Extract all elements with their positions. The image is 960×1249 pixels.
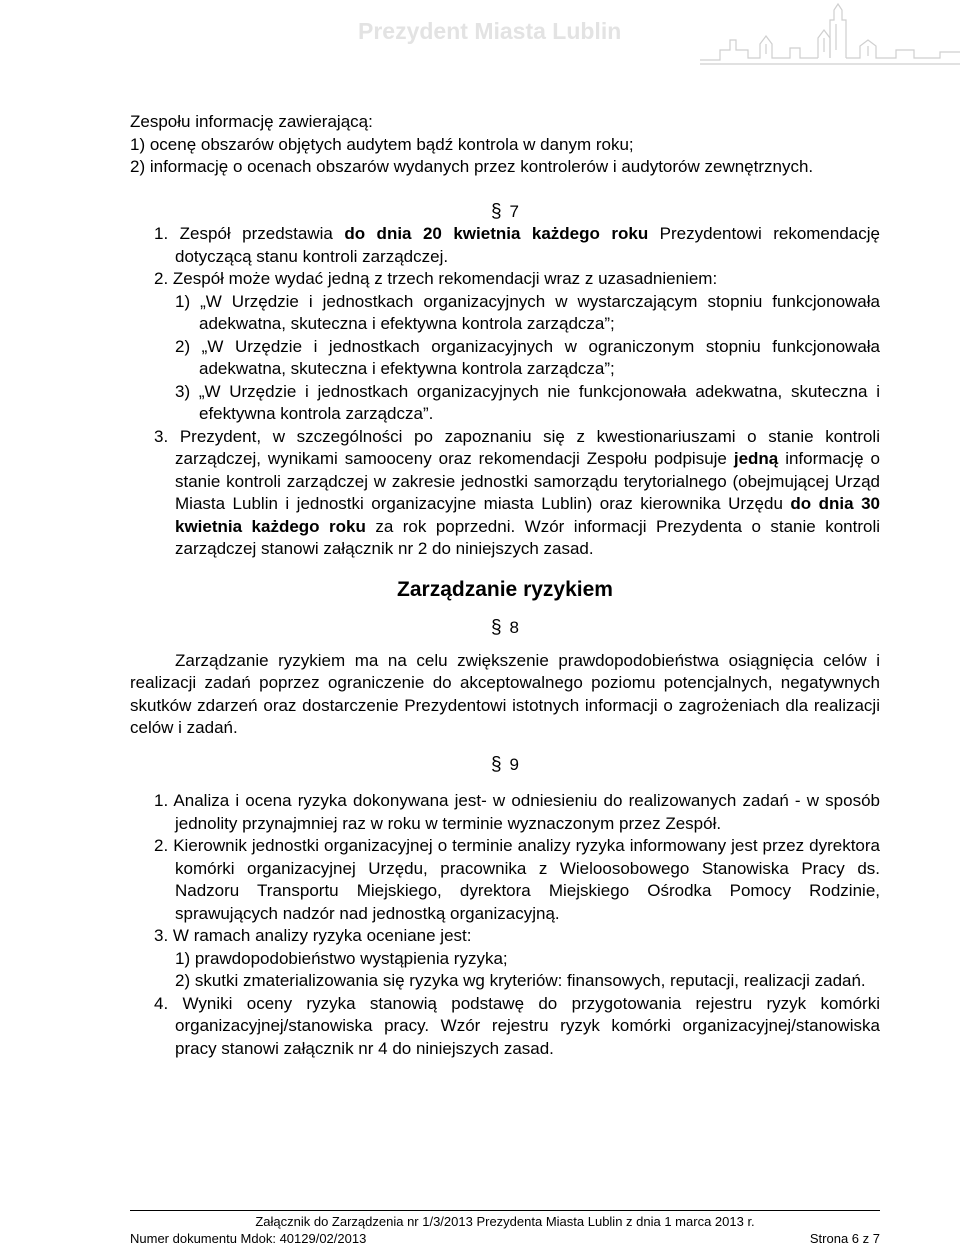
footer-document-number: Numer dokumentu Mdok: 40129/02/2013 <box>130 1231 367 1246</box>
section-7-point-2: 2. Zespół może wydać jedną z trzech rekomendacji wraz z uzasadnieniem: <box>154 269 718 288</box>
intro-line: Zespołu informację zawierającą: <box>130 112 373 131</box>
recommendation-3: 3) „W Urzędzie i jednostkach organizacyjnych nie funkcjonowała adekwatna, skuteczna i efektywna kontrola zarządcza”. <box>175 381 880 423</box>
footer-page-number: Strona 6 z 7 <box>809 1231 880 1246</box>
header-title: Prezydent Miasta Lublin <box>358 18 622 44</box>
recommendation-2: 2) „W Urzędzie i jednostkach organizacyjnych w ograniczonym stopniu funkcjonowała adekwatna, skuteczna i efektywna kontrola zarządcza”; <box>175 336 880 378</box>
section-7-point-1: 1. Zespół przedstawia do dnia 20 kwietnia każdego roku Prezydentowi rekomendację dotyczącą stanu kontroli zarządczej. <box>154 224 880 266</box>
intro-item-1: 1) ocenę obszarów objętych audytem bądź kontrola w danym roku; <box>130 134 634 154</box>
section-7-title: § 7 <box>490 200 520 222</box>
page-footer <box>130 1213 880 1247</box>
footer-attachment-line: Załącznik do Zarządzenia nr 1/3/2013 Prezydenta Miasta Lublin z dnia 1 marca 2013 r. <box>255 1214 755 1229</box>
section-8-text: Zarządzanie ryzykiem ma na celu zwiększenie prawdopodobieństwa osiągnięcia celów i realizacji zadań poprzez ograniczenie do akceptowalnego poziomu potencjalnych, negatywnych skutków zdarzeń oraz dostarczenie Prezydentowi istotnych informacji o zagrożeniach dla realizacji celów i zadań. <box>130 650 880 737</box>
section-heading: Zarządzanie ryzykiem <box>397 577 613 601</box>
document-body <box>130 111 880 1060</box>
section-9-point-3: 3. W ramach analizy ryzyka oceniane jest: <box>154 926 472 945</box>
section-9-point-4: 4. Wyniki oceny ryzyka stanowią podstawę do przygotowania rejestru ryzyk komórki organizacyjnej/stanowiska pracy. Wzór rejestru ryzyk komórki organizacyjnej/stanowiska pracy stanowi załącznik nr 4 do niniejszych zasad. <box>154 993 880 1058</box>
section-7-point-3: 3. Prezydent, w szczególności po zapoznaniu się z kwestionariuszami o stanie kontroli zarządczej, wynikami samooceny oraz rekomendacji Zespołu podpisuje jedną informację o stanie kontroli zarządczej w zakresie jednostki samorządu terytorialnego (obejmującej Urząd Miasta Lublin i jednostki organizacyjne miasta Lublin) oraz kierownika Urzędu do dnia 30 kwietnia każdego roku za rok poprzedni. Wzór informacji Prezydenta o stanie kontroli zarządczej stanowi załącznik nr 2 do niniejszych zasad. <box>154 426 881 558</box>
section-9-point-1: 1. Analiza i ocena ryzyka dokonywana jest- w odniesieniu do realizowanych zadań - w sposób jednolity przynajmniej raz w roku w terminie wyznaczonym przez Zespół. <box>154 791 881 833</box>
section-9-point-2: 2. Kierownik jednostki organizacyjnej o terminie analizy ryzyka informowany jest przez dyrektora komórki organizacyjnej Urzędu, pracownika z Wieloosobowego Stanowiska Pracy ds. Nadzoru Transportu Miejskiego, dyrektora Miejskiego Ośrodka Pomocy Rodzinie, sprawujących nadzór nad jednostką organizacyjną. <box>154 836 880 923</box>
section-9-point-3-item-1: 1) prawdopodobieństwo wystąpienia ryzyka; <box>175 948 508 968</box>
section-9-title: § 9 <box>490 753 520 775</box>
section-8-title: § 8 <box>490 617 520 638</box>
recommendation-1: 1) „W Urzędzie i jednostkach organizacyjnych w wystarczającym stopniu funkcjonowała adekwatna, skuteczna i efektywna kontrola zarządcza”; <box>175 291 880 333</box>
footer-divider <box>130 1210 880 1211</box>
section-9-point-3-item-2: 2) skutki zmaterializowania się ryzyka wg kryteriów: finansowych, reputacji, realizacji zadań. <box>175 971 866 990</box>
city-skyline-logo <box>700 0 960 90</box>
intro-item-2: 2) informację o ocenach obszarów wydanych przez kontrolerów i audytorów zewnętrznych. <box>130 157 814 176</box>
